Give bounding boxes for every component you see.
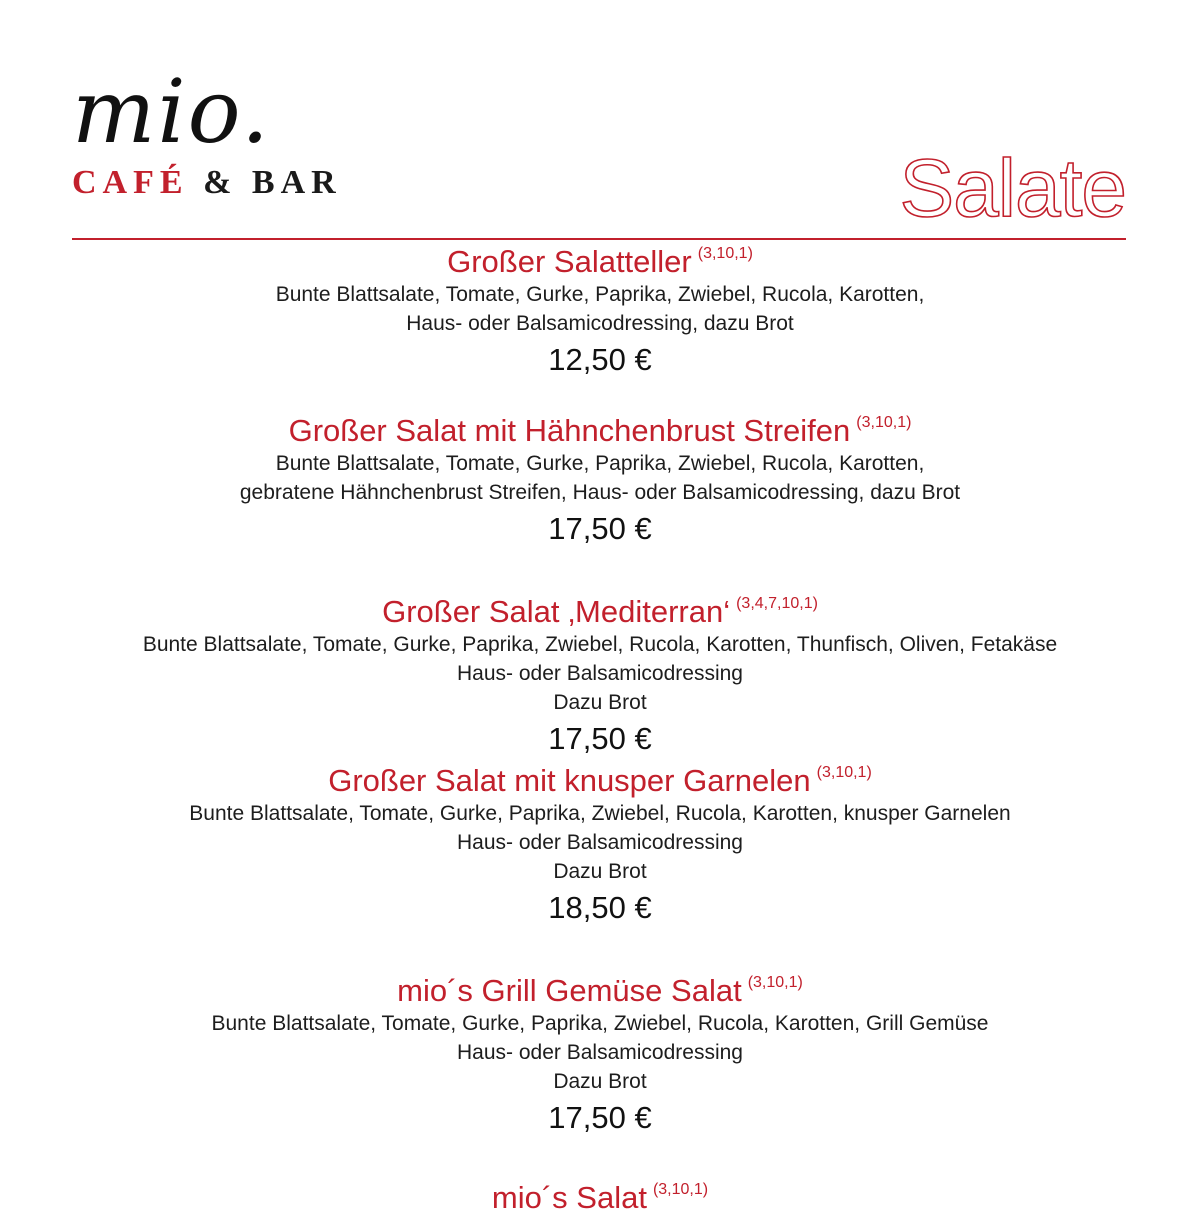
menu-item-description: Dazu Brot: [553, 691, 647, 714]
cafe-label: CAFÉ: [72, 164, 189, 201]
menu-item-name: Großer Salat mit Hähnchenbrust Streifen $^{(3,10,1)}$: [288, 413, 912, 448]
menu-item: [0, 973, 1200, 1138]
cafe-bar-subtitle: [72, 166, 342, 200]
menu-item-description: Bunte Blattsalate, Tomate, Gurke, Paprika, Zwiebel, Rucola, Karotten,: [275, 452, 925, 475]
section-title: Salate: [899, 143, 1126, 234]
menu-item-price: 18,50 €: [548, 890, 652, 925]
menu-item-description: Bunte Blattsalate, Tomate, Gurke, Paprika, Zwiebel, Rucola, Karotten, knusper Garnelen: [189, 802, 1011, 825]
bar-label: & BAR: [203, 164, 342, 201]
menu-item-description: Bunte Blattsalate, Tomate, Gurke, Paprika, Zwiebel, Rucola, Karotten, Grill Gemüse: [211, 1012, 989, 1035]
menu-item: [0, 1180, 1200, 1216]
menu-item: [0, 244, 1200, 380]
allergen-codes: (3,10,1): [747, 974, 803, 991]
allergen-codes: (3,10,1): [697, 245, 753, 262]
header-divider: [72, 238, 1126, 240]
menu-item: [0, 594, 1200, 759]
menu-item-description: gebratene Hähnchenbrust Streifen, Haus- oder Balsamicodressing, dazu Brot: [239, 481, 961, 504]
menu-item-price: 17,50 €: [548, 721, 652, 756]
menu-item-price: 17,50 €: [548, 511, 652, 546]
menu-item-name: Großer Salat mit knusper Garnelen $^{(3,10,1)}$: [328, 763, 872, 798]
menu-item-description: Bunte Blattsalate, Tomate, Gurke, Paprika, Zwiebel, Rucola, Karotten, Thunfisch, Oliven, Fetakäse: [142, 633, 1058, 656]
menu-item-description: Haus- oder Balsamicodressing: [457, 662, 743, 685]
menu-item-description: Dazu Brot: [553, 1070, 647, 1093]
mio-logo: mio.: [72, 60, 271, 163]
menu-item-price: 12,50 €: [548, 342, 652, 377]
menu-item-description: Dazu Brot: [553, 860, 647, 883]
menu-item-name: Großer Salat ‚Mediterran‘ $^{(3,4,7,10,1)}$: [382, 594, 818, 629]
allergen-codes: (3,10,1): [856, 414, 912, 431]
menu-item-description: Haus- oder Balsamicodressing, dazu Brot: [406, 312, 794, 335]
menu-item: [0, 413, 1200, 549]
menu-item: [0, 763, 1200, 928]
menu-item-name: mio´s Grill Gemüse Salat $^{(3,10,1)}$: [397, 973, 803, 1008]
allergen-codes: (3,10,1): [816, 764, 872, 781]
allergen-codes: (3,4,7,10,1): [736, 595, 818, 612]
menu-item-price: 17,50 €: [548, 1100, 652, 1135]
menu-item-description: Bunte Blattsalate, Tomate, Gurke, Paprika, Zwiebel, Rucola, Karotten,: [275, 283, 925, 306]
menu-item-description: Haus- oder Balsamicodressing: [457, 1041, 743, 1064]
menu-item-name: mio´s Salat $^{(3,10,1)}$: [491, 1180, 709, 1215]
menu-item-description: Haus- oder Balsamicodressing: [457, 831, 743, 854]
allergen-codes: (3,10,1): [652, 1181, 709, 1198]
menu-item-name: Großer Salatteller $^{(3,10,1)}$: [447, 244, 753, 279]
menu-header: [0, 0, 1200, 245]
